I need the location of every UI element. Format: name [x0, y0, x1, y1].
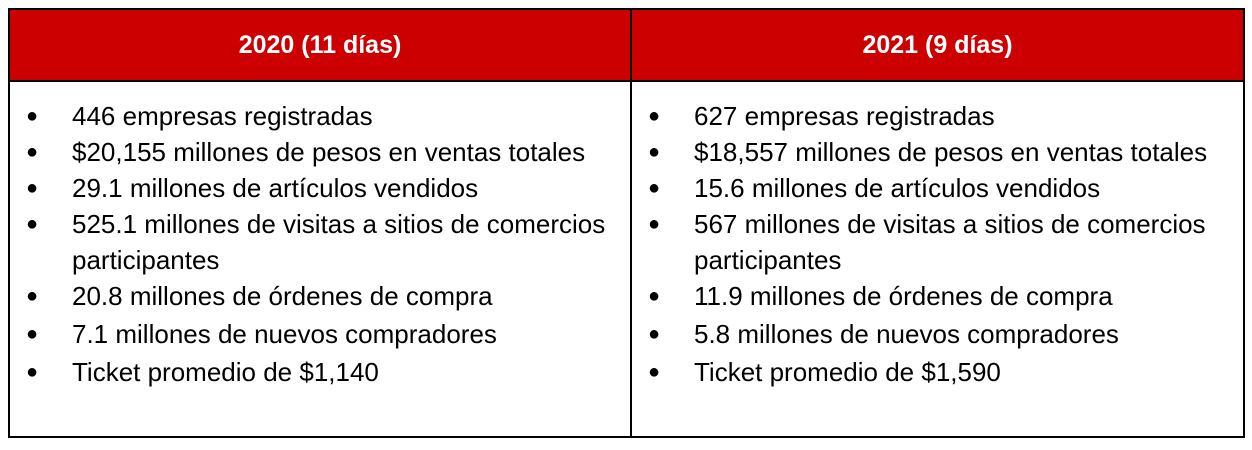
- list-item: ● 15.6 millones de artículos vendidos: [694, 170, 1223, 206]
- bullet-icon: ●: [25, 141, 39, 163]
- list-item: ● 11.9 millones de órdenes de compra: [694, 278, 1223, 314]
- header-2020: 2020 (11 días): [9, 9, 631, 81]
- cell-2020: [9, 81, 631, 437]
- list-item: ● 627 empresas registradas: [694, 98, 1223, 134]
- bullet-icon: ●: [647, 323, 661, 345]
- list-2020: [10, 82, 630, 390]
- list-item: ● Ticket promedio de $1,590: [694, 354, 1223, 390]
- bullet-icon: ●: [25, 323, 39, 345]
- list-item: ● 567 millones de visitas a sitios de comercios participantes: [694, 206, 1223, 278]
- body-row: [9, 81, 1244, 437]
- list-2021: [632, 82, 1243, 390]
- header-row: [9, 9, 1244, 81]
- bullet-icon: ●: [647, 213, 661, 235]
- bullet-icon: ●: [25, 177, 39, 199]
- bullet-icon: ●: [25, 285, 39, 307]
- bullet-icon: ●: [647, 141, 661, 163]
- bullet-icon: ●: [647, 361, 661, 383]
- list-item: ● 446 empresas registradas: [72, 98, 610, 134]
- list-item: ● $18,557 millones de pesos en ventas totales: [694, 134, 1223, 170]
- cell-2021: [631, 81, 1244, 437]
- list-item: ● $20,155 millones de pesos en ventas totales: [72, 134, 610, 170]
- list-item: ● 7.1 millones de nuevos compradores: [72, 316, 610, 352]
- bullet-icon: ●: [25, 361, 39, 383]
- list-item: ● 5.8 millones de nuevos compradores: [694, 316, 1223, 352]
- list-item: ● 525.1 millones de visitas a sitios de comercios participantes: [72, 206, 610, 278]
- bullet-icon: ●: [647, 177, 661, 199]
- header-2021: 2021 (9 días): [631, 9, 1244, 81]
- bullet-icon: ●: [25, 105, 39, 127]
- list-item: ● 29.1 millones de artículos vendidos: [72, 170, 610, 206]
- list-item: ● 20.8 millones de órdenes de compra: [72, 278, 610, 314]
- bullet-icon: ●: [25, 213, 39, 235]
- bullet-icon: ●: [647, 285, 661, 307]
- comparison-table: [8, 8, 1245, 438]
- bullet-icon: ●: [647, 105, 661, 127]
- list-item: ● Ticket promedio de $1,140: [72, 354, 610, 390]
